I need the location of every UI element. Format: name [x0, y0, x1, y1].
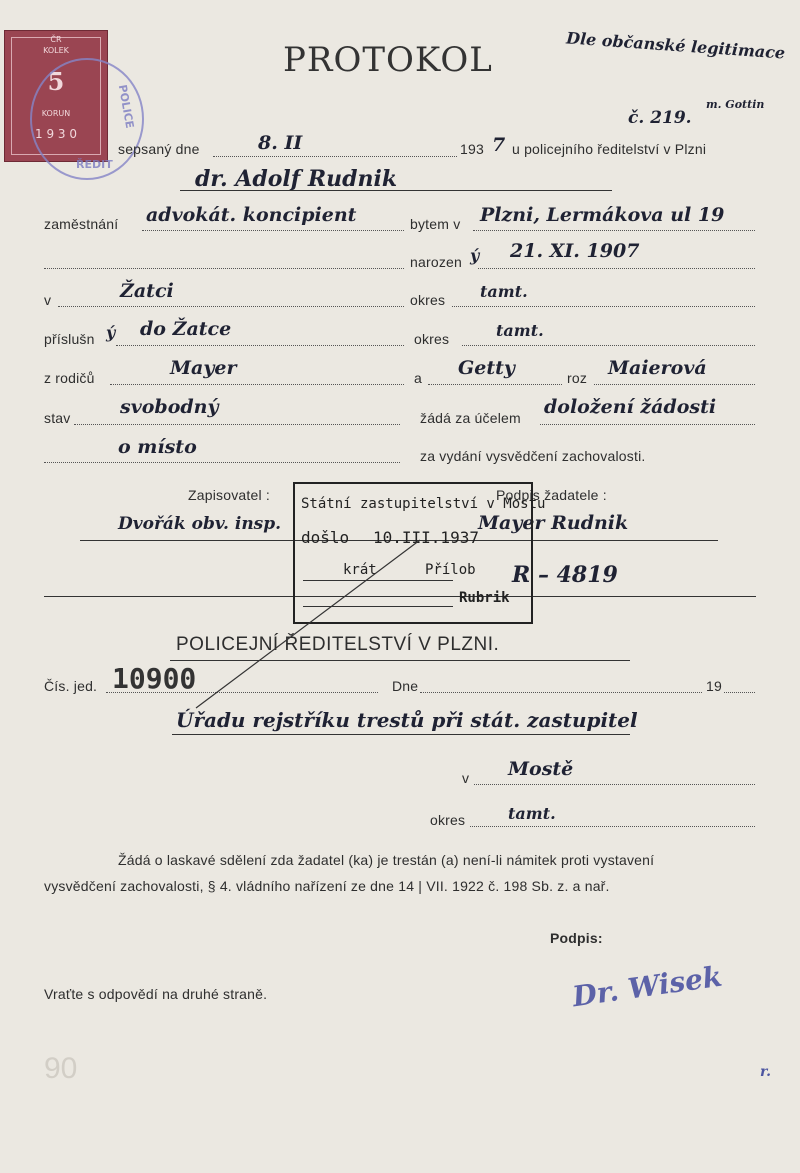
label-sepsany: sepsaný dne — [118, 141, 200, 157]
label-rodicu: z rodičů — [44, 370, 95, 386]
stamp-krat: krát — [343, 562, 377, 578]
revenue-stamp-currency: KORUN — [41, 109, 71, 118]
label-bytem: bytem v — [410, 216, 461, 232]
label-zapisovatel: Zapisovatel : — [188, 487, 270, 503]
label-narozen: narozen — [410, 254, 462, 270]
stamp-office: Státní zastupitelství v Mostu — [301, 496, 546, 512]
handwritten-purpose: doložení žádosti — [544, 396, 717, 418]
revenue-stamp-year: 1 9 3 0 — [35, 127, 77, 141]
handwritten-purpose2: o místo — [118, 436, 197, 458]
handwritten-mother: Getty — [458, 357, 515, 379]
handwritten-okres1: tamt. — [480, 282, 528, 301]
note-small: m. Gottin — [706, 98, 765, 111]
handwritten-name: dr. Adolf Rudnik — [195, 166, 398, 192]
seal-text: POLICE — [115, 83, 137, 130]
label-v: v — [44, 292, 52, 308]
handwritten-okres3: tamt. — [508, 804, 556, 823]
handwritten-number: č. 219. — [628, 108, 692, 128]
revenue-stamp-org: KOLEK — [43, 46, 69, 55]
applicant-signature: Mayer Rudnik — [478, 512, 629, 534]
handwritten-clerk: Dvořák obv. insp. — [118, 514, 282, 534]
handwritten-father: Mayer — [170, 357, 237, 379]
prislusn-suffix: ý — [106, 323, 116, 342]
page-title: PROTOKOL — [283, 40, 493, 80]
label-podpis: Podpis: — [550, 930, 603, 946]
stamp-date: 10.III.1937 — [373, 528, 479, 547]
label-okres2: okres — [414, 331, 450, 347]
revenue-stamp-value: 5 — [47, 67, 65, 96]
handwritten-status: svobodný — [120, 396, 219, 418]
handwritten-ref: R – 4819 — [512, 562, 618, 588]
label-dne: Dne — [392, 678, 419, 694]
stamp-received: došlo — [301, 528, 350, 547]
label-prislusn: příslušn — [44, 331, 95, 347]
handwritten-addressee: Úřadu rejstříku trestů při stát. zastupitel — [176, 708, 638, 732]
label-zada: žádá za účelem — [420, 410, 521, 426]
handwritten-year: 7 — [492, 134, 506, 156]
label-stav: stav — [44, 410, 71, 426]
label-year: 193 — [460, 141, 484, 157]
stamp-rubrik: Rubrik — [459, 590, 510, 606]
stamp-prilob: Přílob — [425, 562, 476, 578]
label-vydani: za vydání vysvědčení zachovalosti. — [420, 448, 646, 464]
handwritten-date: 8. II — [258, 132, 303, 154]
note-top: Dle občanské legitimace — [565, 28, 786, 63]
revenue-stamp-top: ČR — [50, 35, 62, 44]
label-19: 19 — [706, 678, 722, 694]
police-header: POLICEJNÍ ŘEDITELSTVÍ V PLZNI. — [176, 634, 500, 655]
handwritten-okres2: tamt. — [496, 321, 544, 340]
handwritten-city: Mostě — [508, 758, 574, 780]
label-okres1: okres — [410, 292, 446, 308]
label-a: a — [414, 370, 422, 386]
reference-number: 10900 — [112, 662, 197, 695]
label-podpis-zadatele: Podpis žadatele : — [496, 487, 607, 503]
request-text-line2: vysvědčení zachovalosti, § 4. vládního nařízení ze dne 14 | VII. 1922 č. 198 Sb. z. a nař. — [44, 878, 610, 894]
pencil-stroke-line — [196, 540, 420, 708]
born-suffix: ý — [470, 246, 480, 265]
label-okres3: okres — [430, 812, 466, 828]
handwritten-birthdate: 21. XI. 1907 — [510, 240, 640, 262]
handwritten-birthplace: Žatci — [120, 280, 174, 302]
corner-mark: r. — [760, 1064, 771, 1080]
label-v2: v — [462, 770, 470, 786]
label-roz: roz — [567, 370, 588, 386]
handwritten-domicile: do Žatce — [140, 318, 232, 340]
request-text-line1: Žádá o laskavé sdělení zda žadatel (ka) je trestán (a) není-li námitek proti vystavení — [118, 852, 655, 868]
label-cis-jed: Čís. jed. — [44, 678, 98, 694]
seal-text2: ŘEDIT — [76, 158, 113, 171]
label-office: u policejního ředitelství v Plzni — [512, 141, 707, 157]
faint-number: 90 — [44, 1052, 78, 1085]
official-signature: Dr. Wisek — [570, 959, 725, 1014]
handwritten-mother-maiden: Maierová — [608, 357, 707, 379]
handwritten-occupation: advokát. koncipient — [146, 204, 357, 226]
handwritten-address: Plzni, Lermákova ul 19 — [480, 204, 725, 226]
return-note: Vraťte s odpovědí na druhé straně. — [44, 986, 268, 1002]
label-zamestnani: zaměstnání — [44, 216, 119, 232]
